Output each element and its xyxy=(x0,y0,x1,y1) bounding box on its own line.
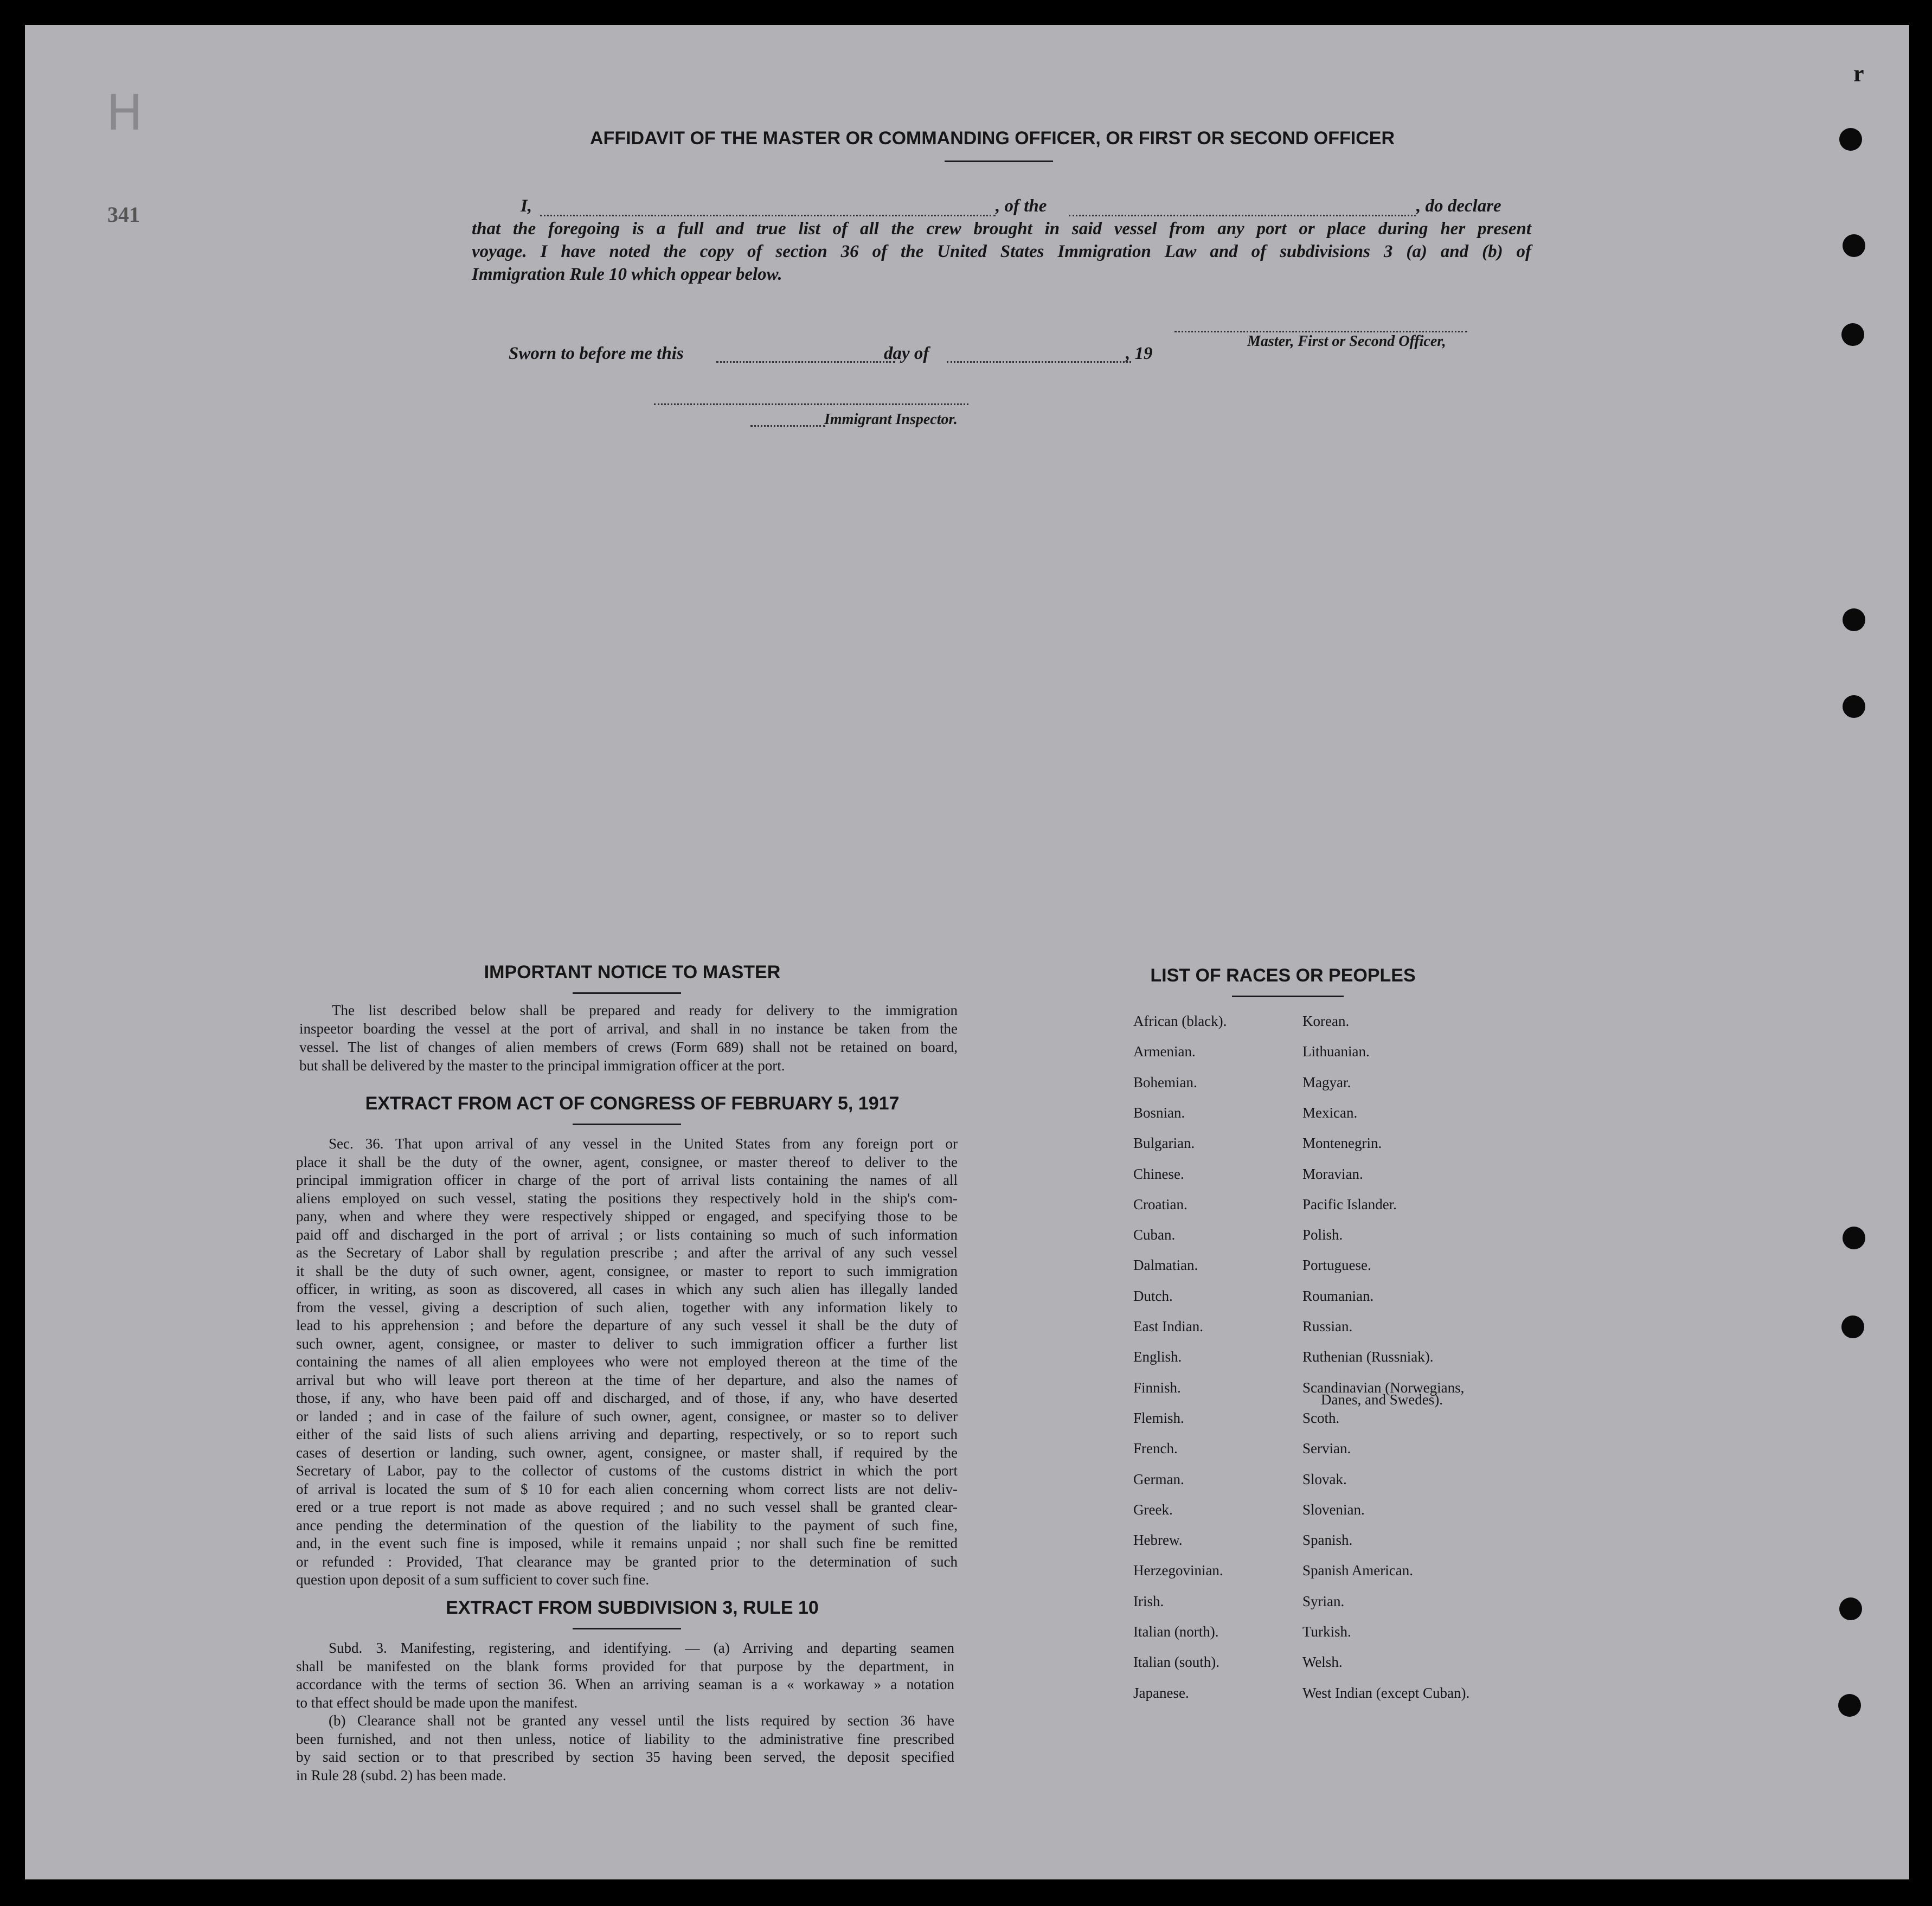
notice-underline xyxy=(573,992,681,994)
affidavit-i: I, xyxy=(521,196,532,216)
race-item: Montenegrin. xyxy=(1302,1135,1382,1152)
affidavit-line: that the foregoing is a full and true list of all the crew brought in said vessel from any port or place during her present xyxy=(472,219,1531,239)
affidavit-line: Immigration Rule 10 which oppear below. xyxy=(472,265,782,284)
handwritten-mark: H xyxy=(106,85,143,142)
text-line: by said section or to that prescribed by section 35 having been served, the deposit specified xyxy=(296,1749,954,1765)
race-item: Roumanian. xyxy=(1302,1287,1374,1304)
notice-title: IMPORTANT NOTICE TO MASTER xyxy=(484,962,781,983)
race-item: Japanese. xyxy=(1133,1684,1189,1701)
punch-hole xyxy=(1841,1315,1864,1338)
race-item: Bosnian. xyxy=(1133,1104,1185,1121)
title-underline xyxy=(945,161,1053,162)
text-line: such owner, agent, consignee, or master to deliver to such immigration officer a further list xyxy=(296,1335,958,1352)
race-item: Scandinavian (Norwegians, xyxy=(1302,1379,1465,1396)
race-item: Finnish. xyxy=(1133,1379,1181,1396)
text-line: as the Secretary of Labor shall by regulation prescribe ; and after the arrival of any such vessel xyxy=(296,1244,958,1261)
race-item: Dalmatian. xyxy=(1133,1257,1198,1274)
text-line: Subd. 3. Manifesting, registering, and identifying. — (a) Arriving and departing seamen xyxy=(329,1640,954,1656)
race-item: German. xyxy=(1133,1471,1184,1487)
race-item: Dutch. xyxy=(1133,1287,1173,1304)
race-item: French. xyxy=(1133,1440,1178,1457)
race-item: Cuban. xyxy=(1133,1227,1176,1243)
text-line: paid off and discharged in the port of arrival ; or lists containing so much of such information xyxy=(296,1226,958,1243)
text-line: officer, in writing, as soon as discovered, all cases in which any such alien has illegally landed xyxy=(296,1281,958,1297)
day-of-label: day of xyxy=(884,344,929,363)
act-title: EXTRACT FROM ACT OF CONGRESS OF FEBRUARY 5, 1917 xyxy=(365,1093,900,1114)
text-line: ance pending the determination of the question of the liability to the payment of such fine, xyxy=(296,1517,958,1533)
text-line: to that effect should be made upon the manifest. xyxy=(296,1694,578,1711)
month-blank xyxy=(947,361,1131,363)
text-line: lead to his apprehension ; and before the departure of any such vessel it shall be the duty of xyxy=(296,1317,958,1333)
text-line: Secretary of Labor, pay to the collector of customs of the customs district in which the port xyxy=(296,1462,958,1479)
race-item: Syrian. xyxy=(1302,1593,1345,1609)
race-item: Spanish. xyxy=(1302,1532,1353,1549)
race-item: Flemish. xyxy=(1133,1409,1184,1426)
race-item: Italian (north). xyxy=(1133,1623,1219,1640)
text-line: place it shall be the duty of the owner, agent, consignee, or master thereof to deliver to the xyxy=(296,1153,958,1170)
race-item: Welsh. xyxy=(1302,1654,1343,1671)
text-line: containing the names of all alien employees who were not employed thereon at the time of the xyxy=(296,1353,958,1370)
sworn-label: Sworn to before me this xyxy=(509,344,684,363)
text-line: shall be manifested on the blank forms provided for that purpose by the department, in xyxy=(296,1658,954,1674)
text-line: vessel. The list of changes of alien members of crews (Form 689) shall not be retained on board, xyxy=(299,1039,958,1055)
corner-mark: r xyxy=(1853,60,1864,87)
year-label: , 19 xyxy=(1126,344,1153,363)
vessel-blank xyxy=(1069,215,1416,216)
race-item: Servian. xyxy=(1302,1440,1351,1457)
affidavit-line: voyage. I have noted the copy of section 36 of the United States Immigration Law and of subdivisions 3 (a) and (b) of xyxy=(472,242,1531,261)
inspector-signature-line xyxy=(654,403,968,405)
text-line: inspeetor boarding the vessel at the port of arrival, and shall in no instance be taken from the xyxy=(299,1021,958,1037)
day-blank xyxy=(716,361,895,363)
punch-hole xyxy=(1843,234,1865,257)
master-signature-label: Master, First or Second Officer, xyxy=(1247,333,1446,350)
text-line: or refunded : Provided, That clearance may be granted prior to the determination of such xyxy=(296,1553,958,1570)
punch-hole xyxy=(1843,1227,1865,1249)
race-item: Hebrew. xyxy=(1133,1532,1183,1549)
race-item: Moravian. xyxy=(1302,1165,1363,1182)
race-item: African (black). xyxy=(1133,1013,1227,1029)
text-line: but shall be delivered by the master to the principal immigration officer at the port. xyxy=(299,1057,785,1074)
affidavit-title: AFFIDAVIT OF THE MASTER OR COMMANDING OFFICER, OR FIRST OR SECOND OFFICER xyxy=(590,128,1395,149)
punch-hole xyxy=(1841,323,1864,346)
race-item: Irish. xyxy=(1133,1593,1164,1609)
race-item: Armenian. xyxy=(1133,1043,1196,1060)
punch-hole xyxy=(1839,1597,1862,1620)
text-line: and, in the event such fine is imposed, while it remains unpaid ; nor shall such fine be remitted xyxy=(296,1535,958,1551)
race-item: Herzegovinian. xyxy=(1133,1562,1223,1579)
text-line: either of the said lists of such aliens arriving and departing, respectively, or so to report such xyxy=(296,1426,958,1442)
affidavit-do-declare: , do declare xyxy=(1416,196,1501,216)
race-item: Bulgarian. xyxy=(1133,1135,1195,1152)
race-item: Croatian. xyxy=(1133,1196,1188,1212)
race-item: Magyar. xyxy=(1302,1074,1351,1090)
race-item-continuation: Danes, and Swedes). xyxy=(1321,1391,1443,1408)
races-underline xyxy=(1232,996,1344,997)
race-item: Spanish American. xyxy=(1302,1562,1413,1579)
punch-hole xyxy=(1843,608,1865,631)
inspector-signature-label: Immigrant Inspector. xyxy=(824,411,958,428)
race-item: Pacific Islander. xyxy=(1302,1196,1397,1212)
race-item: Lithuanian. xyxy=(1302,1043,1370,1060)
text-line: The list described below shall be prepared and ready for delivery to the immigration xyxy=(332,1002,958,1018)
race-item: Chinese. xyxy=(1133,1165,1184,1182)
race-item: Slovenian. xyxy=(1302,1501,1365,1518)
race-item: Mexican. xyxy=(1302,1104,1358,1121)
race-item: Korean. xyxy=(1302,1013,1350,1029)
races-title: LIST OF RACES OR PEOPLES xyxy=(1150,965,1416,986)
affidavit-of-the: , of the xyxy=(996,196,1047,216)
text-line: pany, when and where they were respectively shipped or engaged, and specifying those to be xyxy=(296,1208,958,1224)
race-item: Portuguese. xyxy=(1302,1257,1371,1274)
race-item: Bohemian. xyxy=(1133,1074,1197,1090)
document-page xyxy=(25,25,1909,1879)
act-underline xyxy=(573,1124,681,1125)
race-item: East Indian. xyxy=(1133,1318,1203,1334)
text-line: arrival but who will leave port thereon at the time of her departure, and also the names of xyxy=(296,1371,958,1388)
text-line: those, if any, who have been paid off and discharged, and of those, if any, who have deserted xyxy=(296,1390,958,1406)
text-line: accordance with the terms of section 36. When an arriving seaman is a « workaway » a notation xyxy=(296,1676,954,1692)
text-line: cases of desertion or landing, such owner, agent, consignee, or master shall, if required by the xyxy=(296,1444,958,1461)
margin-number: 341 xyxy=(107,202,140,227)
punch-hole xyxy=(1838,1694,1861,1717)
race-item: Scoth. xyxy=(1302,1409,1340,1426)
name-blank xyxy=(540,215,996,216)
race-item: Slovak. xyxy=(1302,1471,1347,1487)
text-line: aliens employed on such vessel, stating the positions they respectively hold in the ship's com- xyxy=(296,1190,958,1207)
race-item: West Indian (except Cuban). xyxy=(1302,1684,1470,1701)
text-line: question upon deposit of a sum sufficient to cover such fine. xyxy=(296,1571,650,1588)
race-item: Italian (south). xyxy=(1133,1654,1219,1671)
text-line: principal immigration officer in charge of the port of arrival lists containing the names of all xyxy=(296,1172,958,1188)
text-line: it shall be the duty of such owner, agent, consignee, or master to report to such immigration xyxy=(296,1262,958,1279)
punch-hole xyxy=(1843,695,1865,718)
text-line: in Rule 28 (subd. 2) has been made. xyxy=(296,1767,506,1783)
race-item: English. xyxy=(1133,1349,1182,1365)
text-line: from the vessel, giving a description of such alien, together with any information likely to xyxy=(296,1299,958,1315)
text-line: Sec. 36. That upon arrival of any vessel in the United States from any foreign port or xyxy=(329,1135,958,1152)
text-line: or landed ; and in case of the failure of such owner, agent, consignee, or master so to deliver xyxy=(296,1408,958,1424)
race-item: Polish. xyxy=(1302,1227,1343,1243)
text-line: been furnished, and not then unless, notice of liability to the administrative fine prescribed xyxy=(296,1730,954,1747)
race-item: Russian. xyxy=(1302,1318,1353,1334)
inspector-lead-dots xyxy=(750,425,825,427)
master-signature-line xyxy=(1174,331,1467,332)
race-item: Greek. xyxy=(1133,1501,1173,1518)
text-line: of arrival is located the sum of $ 10 for each alien concerning whom correct lists are not deliv- xyxy=(296,1480,958,1497)
punch-hole xyxy=(1839,128,1862,151)
race-item: Ruthenian (Russniak). xyxy=(1302,1349,1434,1365)
text-line: ered or a true report is not made as above required ; and no such vessel shall be granted clear- xyxy=(296,1499,958,1515)
rule-title: EXTRACT FROM SUBDIVISION 3, RULE 10 xyxy=(446,1597,819,1618)
text-line: (b) Clearance shall not be granted any vessel until the lists required by section 36 have xyxy=(329,1712,954,1729)
rule-underline xyxy=(573,1628,681,1629)
race-item: Turkish. xyxy=(1302,1623,1351,1640)
